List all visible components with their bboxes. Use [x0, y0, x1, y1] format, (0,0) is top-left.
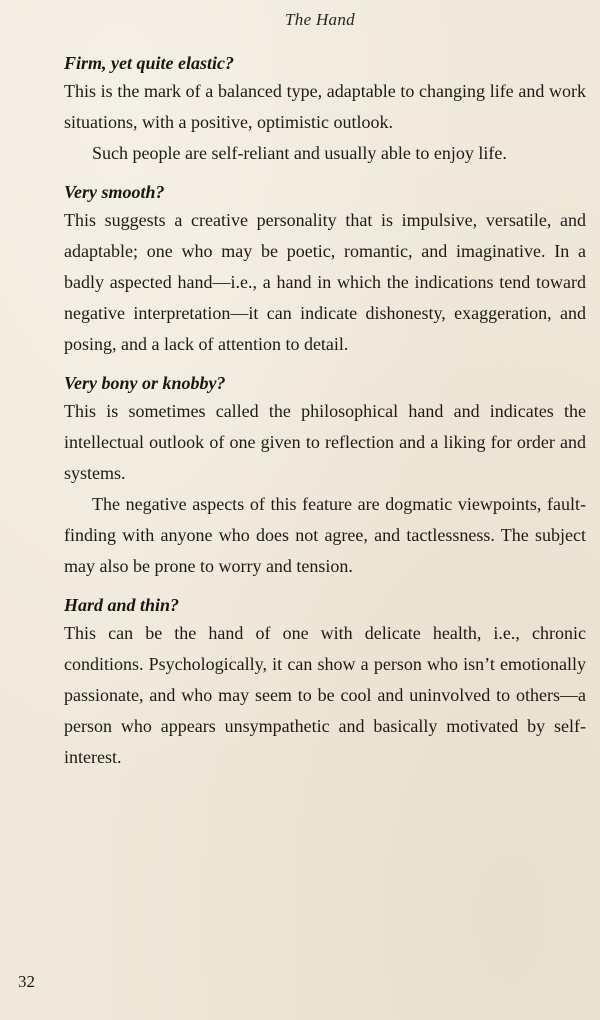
section-hard-thin — [64, 592, 586, 773]
section-heading: Very smooth? — [64, 182, 165, 202]
paragraph: Such people are self-reliant and usually able to enjoy life. — [92, 143, 507, 163]
page-number: 32 — [18, 972, 35, 991]
section-heading: Hard and thin? — [64, 595, 180, 615]
section-very-smooth — [64, 179, 586, 360]
paragraph: This suggests a creative personality that is impulsive, versatile, and adaptable; one who may be poetic, romantic, and imaginative. In a badly aspected hand—i.e., a hand in which the indications tend toward negative interpretation—it can indicate dishonesty, exaggeration, and posing, and a lack of attention to detail. — [64, 210, 586, 354]
paragraph: This is the mark of a balanced type, adaptable to changing life and work situations, with a positive, optimistic outlook. — [64, 81, 586, 132]
paragraph: The negative aspects of this feature are dogmatic viewpoints, fault-finding with anyone who does not agree, and tactlessness. The subject may also be prone to worry and tension. — [64, 494, 586, 576]
paragraph: This is sometimes called the philosophical hand and indicates the intellectual outlook of one given to reflection and a liking for order and systems. — [64, 401, 586, 483]
page-body — [64, 50, 586, 783]
running-head: The Hand — [285, 10, 355, 29]
section-firm-elastic — [64, 50, 586, 169]
section-heading: Firm, yet quite elastic? — [64, 53, 234, 73]
paragraph: This can be the hand of one with delicate health, i.e., chronic conditions. Psychologically, it can show a person who isn’t emotionally passionate, and who may seem to be cool and uninvolved to others—a person who appears unsympathetic and basically motivated by self-interest. — [64, 623, 586, 767]
section-heading: Very bony or knobby? — [64, 373, 226, 393]
section-bony-knobby — [64, 370, 586, 582]
